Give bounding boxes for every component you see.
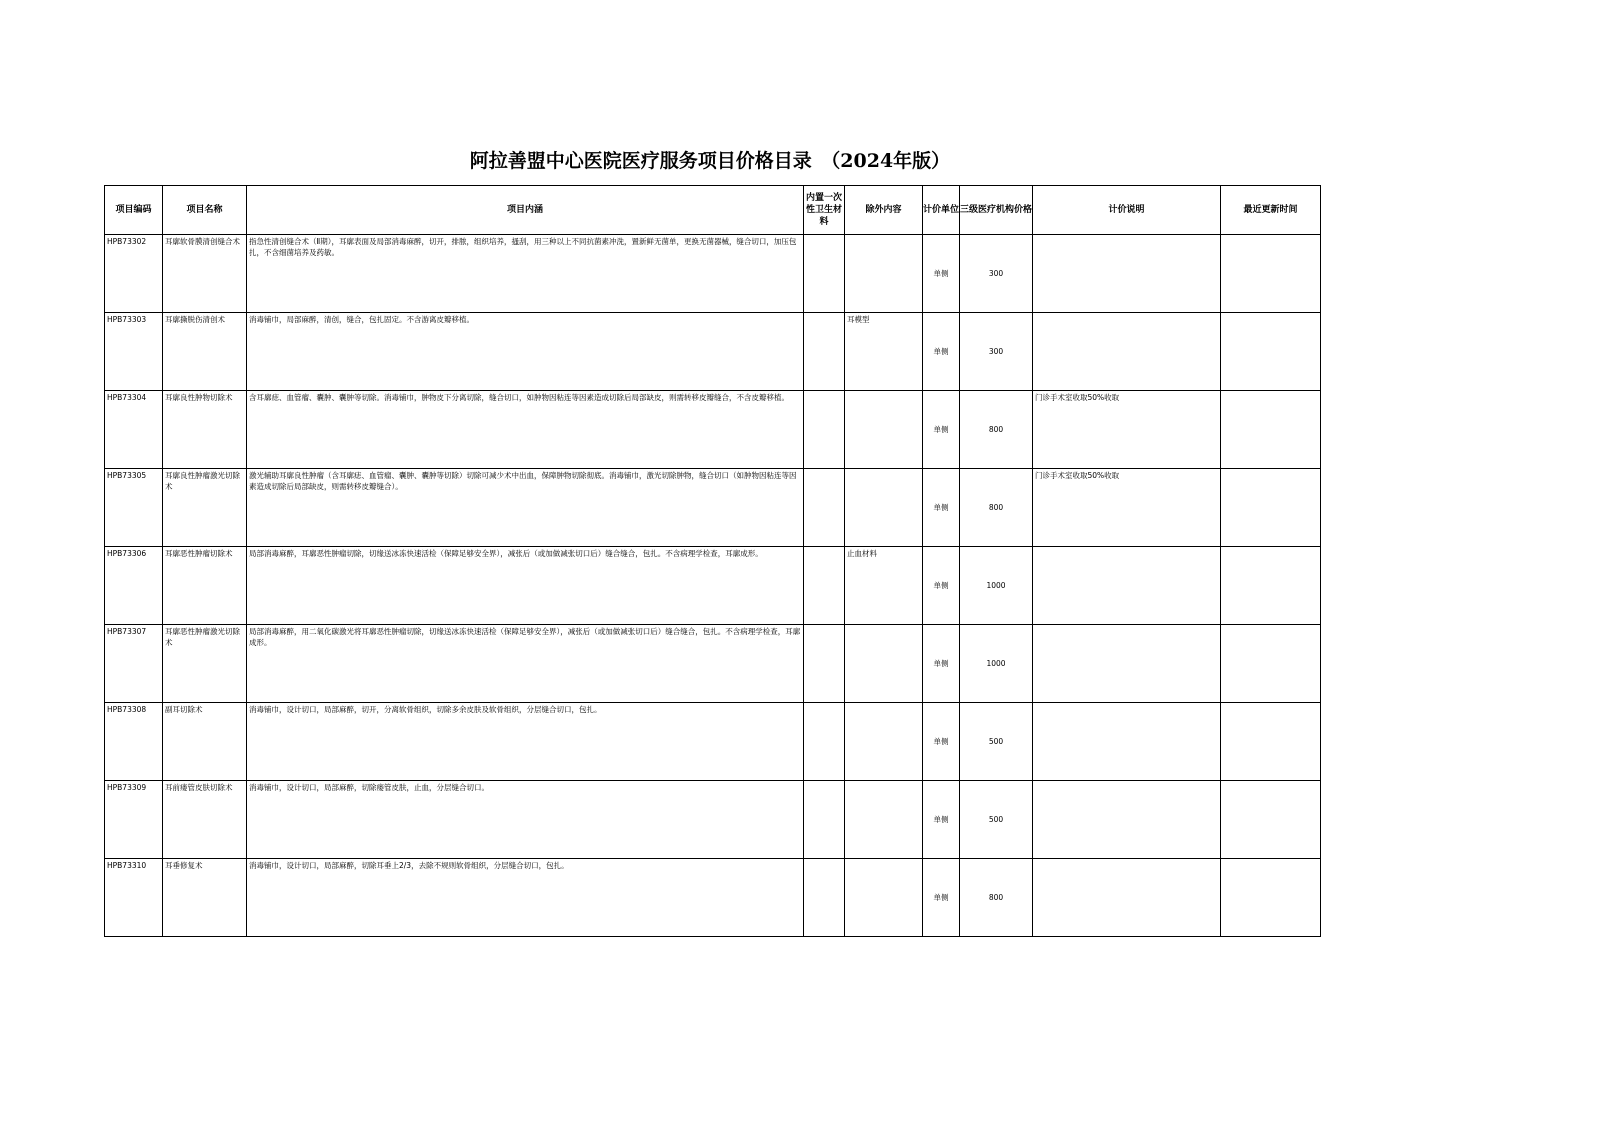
- cell-price-text: 300: [988, 269, 1004, 278]
- cell-name: [163, 703, 247, 781]
- cell-consumable: [804, 391, 845, 469]
- cell-name: [163, 625, 247, 703]
- cell-name: [163, 235, 247, 313]
- header-consumable: 内置一次性卫生材料: [804, 186, 845, 235]
- cell-content-text: 激光辅助耳廓良性肿瘤（含耳廓痣、血管瘤、囊肿、囊肿等切除）切除可减少术中出血，保障肿物切除彻底。消毒铺巾，激光切除肿物，缝合切口（如肿物因粘连等因素造成切除后局部缺皮，则需转移皮瓣缝合）。: [249, 471, 797, 491]
- cell-note: [1033, 781, 1221, 859]
- cell-exclude: [845, 469, 923, 547]
- cell-content: [247, 313, 804, 391]
- table-row: [105, 313, 1321, 391]
- header-unit: 计价单位: [923, 186, 960, 235]
- cell-consumable-text: [804, 781, 844, 783]
- cell-name: [163, 313, 247, 391]
- cell-price: [960, 547, 1033, 625]
- cell-price: [960, 391, 1033, 469]
- cell-price-text: 800: [988, 425, 1004, 434]
- header-row: [105, 186, 1321, 235]
- cell-exclude-text: 止血材料: [847, 549, 877, 558]
- cell-note: [1033, 625, 1221, 703]
- cell-consumable: [804, 469, 845, 547]
- cell-note-text: [1033, 781, 1220, 783]
- cell-name-text: 耳廓恶性肿瘤激光切除术: [165, 627, 240, 647]
- cell-updated-text: [1221, 703, 1320, 705]
- cell-code-text: HPB73310: [107, 861, 147, 870]
- cell-consumable-text: [804, 547, 844, 549]
- cell-name: [163, 781, 247, 859]
- cell-note-text: [1033, 547, 1220, 549]
- cell-content: [247, 859, 804, 937]
- table-row: [105, 625, 1321, 703]
- cell-consumable: [804, 703, 845, 781]
- cell-exclude: [845, 625, 923, 703]
- cell-exclude: [845, 547, 923, 625]
- cell-updated: [1221, 625, 1321, 703]
- cell-price-text: 300: [988, 347, 1004, 356]
- cell-code: [105, 703, 163, 781]
- cell-unit: [923, 391, 960, 469]
- cell-unit: [923, 781, 960, 859]
- cell-note: [1033, 703, 1221, 781]
- cell-note: [1033, 859, 1221, 937]
- cell-consumable-text: [804, 391, 844, 393]
- cell-exclude: [845, 313, 923, 391]
- header-name: 项目名称: [163, 186, 247, 235]
- cell-note-text: [1033, 235, 1220, 237]
- table-row: [105, 469, 1321, 547]
- header-exclude: 除外内容: [845, 186, 923, 235]
- cell-name-text: 耳前瘘管皮肤切除术: [165, 783, 233, 792]
- table-row: [105, 235, 1321, 313]
- cell-price: [960, 625, 1033, 703]
- cell-price-text: 1000: [986, 581, 1006, 590]
- cell-content-text: 消毒铺巾，设计切口，局部麻醉，切除瘘管皮肤，止血，分层缝合切口。: [249, 783, 489, 792]
- cell-consumable: [804, 859, 845, 937]
- cell-updated: [1221, 469, 1321, 547]
- cell-updated: [1221, 391, 1321, 469]
- cell-code-text: HPB73308: [107, 705, 147, 714]
- cell-content-text: 消毒铺巾，设计切口，局部麻醉，切除耳垂上2/3，去除不规则软骨组织，分层缝合切口，包扎。: [249, 861, 569, 870]
- cell-consumable: [804, 313, 845, 391]
- cell-content-text: 消毒铺巾，设计切口，局部麻醉，切开，分离软骨组织，切除多余皮肤及软骨组织，分层缝合切口，包扎。: [249, 705, 602, 714]
- table-row: [105, 859, 1321, 937]
- cell-name-text: 副耳切除术: [165, 705, 203, 714]
- header-updated: 最近更新时间: [1221, 186, 1321, 235]
- cell-updated-text: [1221, 313, 1320, 315]
- cell-unit: [923, 625, 960, 703]
- cell-price: [960, 781, 1033, 859]
- table-row: [105, 391, 1321, 469]
- header-content: 项目内涵: [247, 186, 804, 235]
- cell-code: [105, 469, 163, 547]
- cell-unit-text: 单侧: [933, 269, 949, 278]
- cell-exclude: [845, 391, 923, 469]
- cell-content: [247, 547, 804, 625]
- cell-updated-text: [1221, 391, 1320, 393]
- cell-updated-text: [1221, 547, 1320, 549]
- cell-note: [1033, 391, 1221, 469]
- cell-unit: [923, 859, 960, 937]
- cell-unit: [923, 469, 960, 547]
- cell-code: [105, 391, 163, 469]
- cell-unit-text: 单侧: [933, 893, 949, 902]
- cell-code-text: HPB73303: [107, 315, 147, 324]
- cell-exclude-text: [845, 235, 922, 237]
- cell-content: [247, 235, 804, 313]
- cell-price: [960, 313, 1033, 391]
- cell-unit: [923, 703, 960, 781]
- cell-content: [247, 781, 804, 859]
- cell-unit: [923, 313, 960, 391]
- cell-name-text: 耳廓良性肿瘤激光切除术: [165, 471, 240, 491]
- cell-exclude-text: [845, 703, 922, 705]
- cell-updated-text: [1221, 469, 1320, 471]
- cell-code: [105, 547, 163, 625]
- table-row: [105, 703, 1321, 781]
- cell-content-text: 局部消毒麻醉，用二氧化碳激光将耳廓恶性肿瘤切除，切缘送冰冻快速活检（保障足够安全界），减张后（或加做减张切口后）缝合缝合，包扎。不含病理学检查，耳廓成形。: [249, 627, 801, 647]
- cell-exclude: [845, 859, 923, 937]
- cell-consumable-text: [804, 859, 844, 861]
- cell-consumable-text: [804, 235, 844, 237]
- cell-unit-text: 单侧: [933, 659, 949, 668]
- cell-code-text: HPB73305: [107, 471, 147, 480]
- cell-updated: [1221, 547, 1321, 625]
- cell-code-text: HPB73309: [107, 783, 147, 792]
- cell-updated: [1221, 703, 1321, 781]
- cell-name: [163, 469, 247, 547]
- cell-price-text: 800: [988, 893, 1004, 902]
- cell-exclude: [845, 781, 923, 859]
- cell-unit-text: 单侧: [933, 815, 949, 824]
- cell-unit-text: 单侧: [933, 503, 949, 512]
- cell-name: [163, 391, 247, 469]
- cell-content-text: 指急性清创缝合术（Ⅱ期），耳廓表面及局部消毒麻醉，切开，排脓，组织培养，搔刮，用三种以上不同抗菌素冲洗，置新鲜无菌单，更换无菌器械，缝合切口，加压包扎，不含细菌培养及药敏。: [249, 237, 797, 257]
- cell-updated-text: [1221, 625, 1320, 627]
- cell-note-text: 门诊手术室收取50%收取: [1035, 471, 1120, 480]
- table-row: [105, 547, 1321, 625]
- cell-updated: [1221, 781, 1321, 859]
- cell-code: [105, 235, 163, 313]
- cell-name: [163, 859, 247, 937]
- cell-unit-text: 单侧: [933, 347, 949, 356]
- cell-code-text: HPB73307: [107, 627, 147, 636]
- cell-unit-text: 单侧: [933, 737, 949, 746]
- cell-note-text: [1033, 859, 1220, 861]
- cell-content-text: 局部消毒麻醉，耳廓恶性肿瘤切除，切缘送冰冻快速活检（保障足够安全界），减张后（或加做减张切口后）缝合缝合，包扎。不含病理学检查，耳廓成形。: [249, 549, 763, 558]
- cell-price-text: 500: [988, 737, 1004, 746]
- cell-consumable-text: [804, 703, 844, 705]
- cell-content: [247, 391, 804, 469]
- cell-price-text: 1000: [986, 659, 1006, 668]
- cell-consumable: [804, 235, 845, 313]
- cell-consumable-text: [804, 469, 844, 471]
- price-table: [104, 185, 1321, 937]
- cell-exclude: [845, 235, 923, 313]
- cell-exclude-text: [845, 625, 922, 627]
- cell-price-text: 800: [988, 503, 1004, 512]
- cell-content: [247, 703, 804, 781]
- cell-updated-text: [1221, 859, 1320, 861]
- cell-name-text: 耳垂修复术: [165, 861, 203, 870]
- cell-content-text: 含耳廓痣、血管瘤、囊肿、囊肿等切除。消毒铺巾，肿物皮下分离切除，缝合切口，如肿物因粘连等因素造成切除后局部缺皮，则需转移皮瓣缝合，不含皮瓣移植。: [249, 393, 789, 402]
- cell-code: [105, 859, 163, 937]
- cell-unit: [923, 547, 960, 625]
- cell-updated-text: [1221, 235, 1320, 237]
- page-title: 阿拉善盟中心医院医疗服务项目价格目录 （2024年版）: [469, 150, 951, 172]
- header-note: 计价说明: [1033, 186, 1221, 235]
- cell-exclude: [845, 703, 923, 781]
- cell-price: [960, 469, 1033, 547]
- cell-note-text: 门诊手术室收取50%收取: [1035, 393, 1120, 402]
- cell-consumable: [804, 625, 845, 703]
- cell-name-text: 耳廓撕脱伤清创术: [165, 315, 225, 324]
- cell-note: [1033, 547, 1221, 625]
- table-row: [105, 781, 1321, 859]
- header-code: 项目编码: [105, 186, 163, 235]
- cell-content: [247, 625, 804, 703]
- cell-note-text: [1033, 703, 1220, 705]
- cell-note: [1033, 313, 1221, 391]
- cell-unit-text: 单侧: [933, 581, 949, 590]
- cell-unit-text: 单侧: [933, 425, 949, 434]
- header-price: 三级医疗机构价格: [960, 186, 1033, 235]
- cell-updated-text: [1221, 781, 1320, 783]
- cell-exclude-text: [845, 859, 922, 861]
- cell-code: [105, 781, 163, 859]
- cell-content: [247, 469, 804, 547]
- cell-content-text: 消毒铺巾，局部麻醉，清创，缝合，包扎固定。不含游离皮瓣移植。: [249, 315, 474, 324]
- cell-name-text: 耳廓恶性肿瘤切除术: [165, 549, 233, 558]
- cell-code-text: HPB73304: [107, 393, 147, 402]
- cell-code: [105, 313, 163, 391]
- cell-note: [1033, 235, 1221, 313]
- cell-code-text: HPB73302: [107, 237, 147, 246]
- cell-price: [960, 859, 1033, 937]
- cell-name: [163, 547, 247, 625]
- cell-consumable: [804, 781, 845, 859]
- cell-consumable-text: [804, 625, 844, 627]
- cell-price: [960, 235, 1033, 313]
- cell-updated: [1221, 313, 1321, 391]
- cell-code: [105, 625, 163, 703]
- cell-note: [1033, 469, 1221, 547]
- cell-note-text: [1033, 625, 1220, 627]
- cell-exclude-text: 耳模型: [847, 315, 870, 324]
- cell-code-text: HPB73306: [107, 549, 147, 558]
- cell-updated: [1221, 859, 1321, 937]
- cell-exclude-text: [845, 391, 922, 393]
- cell-exclude-text: [845, 469, 922, 471]
- cell-exclude-text: [845, 781, 922, 783]
- cell-consumable-text: [804, 313, 844, 315]
- cell-price-text: 500: [988, 815, 1004, 824]
- cell-name-text: 耳廓良性肿物切除术: [165, 393, 233, 402]
- cell-unit: [923, 235, 960, 313]
- cell-updated: [1221, 235, 1321, 313]
- cell-consumable: [804, 547, 845, 625]
- cell-name-text: 耳廓软骨膜清创缝合术: [165, 237, 240, 246]
- cell-note-text: [1033, 313, 1220, 315]
- cell-price: [960, 703, 1033, 781]
